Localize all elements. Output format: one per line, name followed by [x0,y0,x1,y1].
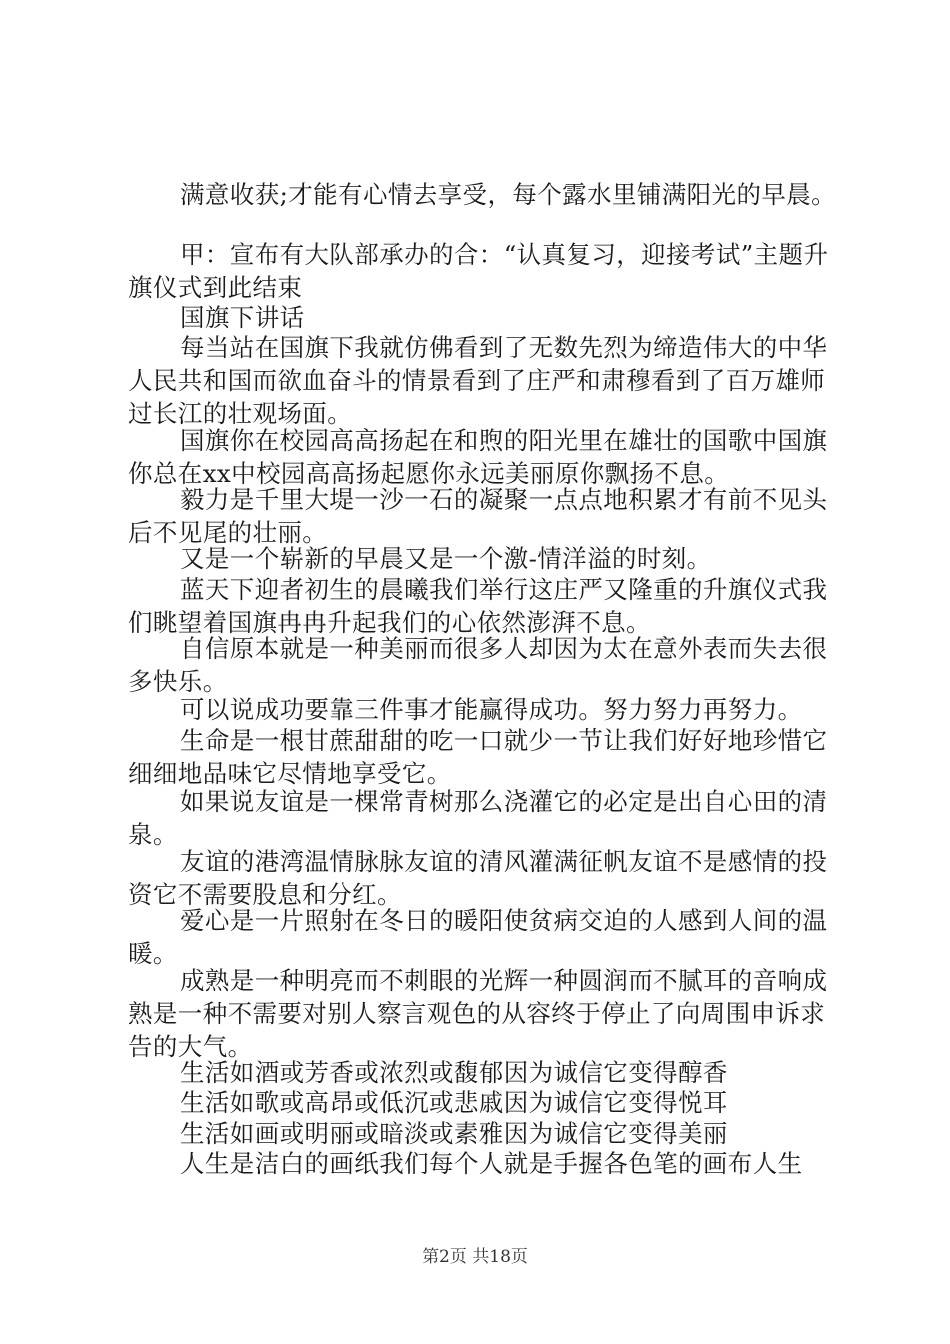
paragraph: 人生是洁白的画纸我们每个人就是手握各色笔的画布人生 [180,1149,803,1178]
section-heading: 国旗下讲话 [180,303,305,332]
paragraph: 蓝天下迎者初生的晨曦我们举行这庄严又隆重的升旗仪式我们眺望着国旗冉冉升起我们的心依然澎湃不息。 [128,575,828,637]
paragraph: 生活如酒或芳香或浓烈或馥郁因为诚信它变得醇香 [180,1058,728,1087]
paragraph: 生命是一根甘蔗甜甜的吃一口就少一节让我们好好地珍惜它细细地品味它尽情地享受它。 [128,726,828,788]
paragraph: 生活如歌或高昂或低沉或悲戚因为诚信它变得悦耳 [180,1088,728,1117]
paragraph: 成熟是一种明亮而不刺眼的光辉一种圆润而不腻耳的音响成熟是一种不需要对别人察言观色的从容终于停止了向周围申诉求告的大气。 [128,966,828,1061]
paragraph: 每当站在国旗下我就仿佛看到了无数先烈为缔造伟大的中华人民共和国而欲血奋斗的情景看到了庄严和肃穆看到了百万雄师过长江的壮观场面。 [128,333,828,428]
paragraph: 自信原本就是一种美丽而很多人却因为太在意外表而失去很多快乐。 [128,634,828,696]
paragraph: 满意收获;才能有心情去享受，每个露水里铺满阳光的早晨。 [180,180,837,209]
paragraph: 爱心是一片照射在冬日的暖阳使贫病交迫的人感到人间的温暖。 [128,906,828,968]
paragraph: 又是一个崭新的早晨又是一个激-情洋溢的时刻。 [180,544,712,573]
paragraph: 可以说成功要靠三件事才能赢得成功。努力努力再努力。 [180,695,803,724]
page-footer: 第2页 共18页 [422,1247,528,1267]
paragraph: 友谊的港湾温情脉脉友谊的清风灌满征帆友谊不是感情的投资它不需要股息和分红。 [128,847,828,909]
paragraph: 如果说友谊是一棵常青树那么浇灌它的必定是出自心田的清泉。 [128,787,828,849]
paragraph: 国旗你在校园高高扬起在和煦的阳光里在雄壮的国歌中国旗你总在xx中校园高高扬起愿你永远美丽原你飘扬不息。 [128,426,828,488]
paragraph: 生活如画或明丽或暗淡或素雅因为诚信它变得美丽 [180,1119,728,1148]
paragraph: 甲：宣布有大队部承办的合：“认真复习，迎接考试”主题升旗仪式到此结束 [128,240,829,302]
paragraph: 毅力是千里大堤一沙一石的凝聚一点点地积累才有前不见头后不见尾的壮丽。 [128,485,828,547]
